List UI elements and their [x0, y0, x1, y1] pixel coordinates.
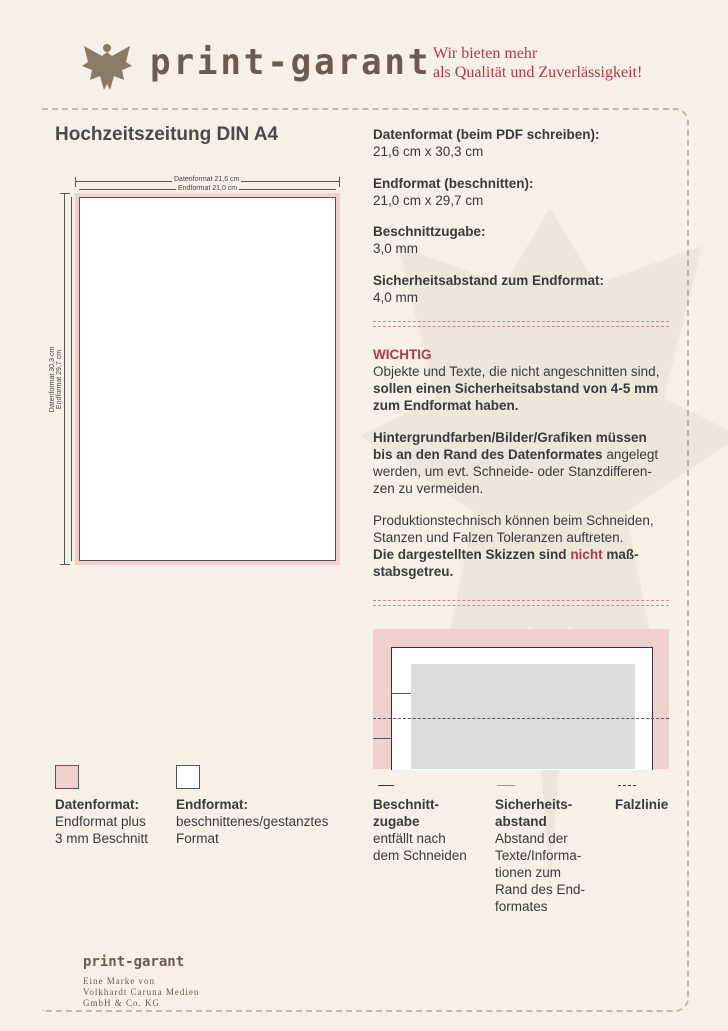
legend-text: entfällt nach [373, 831, 446, 846]
end-format-swatch [176, 765, 200, 789]
footer-imprint [83, 976, 199, 1009]
section-divider [373, 600, 669, 606]
legend-title: abstand [495, 814, 547, 829]
legend-text: beschnittenes/gestanztes [176, 814, 329, 829]
legend-text: Format [176, 831, 219, 846]
spec-value: 21,6 cm x 30,3 cm [373, 144, 484, 159]
important-text [373, 546, 673, 563]
legend-fold-line [615, 796, 668, 813]
tagline [433, 44, 642, 82]
page-title: Hochzeitszeitung DIN A4 [55, 124, 279, 145]
legend-safety-margin [495, 796, 585, 915]
important-text-bold: maß- [602, 547, 639, 562]
spec-value: 3,0 mm [373, 241, 419, 256]
legend-text: formates [495, 899, 548, 914]
important-text: stabsgetreu. [373, 564, 454, 579]
important-text: sollen einen Sicherheitsabstand von 4-5 mm [373, 381, 659, 396]
dimension-tick [60, 564, 70, 565]
spec-bleed [373, 223, 673, 257]
end-format-area [79, 197, 336, 561]
important-text [373, 446, 673, 463]
spec-value: 21,0 cm x 29,7 cm [373, 193, 484, 208]
spec-label: Datenformat (beim PDF schreiben): [373, 127, 600, 142]
important-heading: WICHTIG [373, 347, 432, 362]
bleed-legend-line [378, 785, 394, 786]
legend-bleed [373, 796, 467, 864]
section-divider [373, 321, 669, 327]
dimension-tick [75, 177, 76, 187]
data-format-swatch [55, 765, 79, 789]
legend-end-format [176, 796, 328, 847]
important-text: Produktionstechnisch können beim Schneiden, [373, 513, 654, 528]
bleed-mark [373, 738, 391, 739]
important-text: zen zu vermeiden. [373, 481, 484, 496]
footer-brand: print-garant [83, 954, 185, 970]
footer-line: Eine Marke von [83, 976, 155, 986]
legend-text: Texte/Informa- [495, 848, 582, 863]
legend-text: Abstand der [495, 831, 568, 846]
legend-text: tionen zum [495, 865, 562, 880]
important-text: Stanzen und Falzen Toleranzen auftreten. [373, 530, 624, 545]
fold-line [373, 718, 669, 719]
important-text-bold: Die dargestellten Skizzen sind [373, 547, 571, 562]
data-width-label: Datenformat 21,6 cm [174, 176, 240, 183]
legend-text: 3 mm Beschnitt [55, 831, 149, 846]
end-height-label: Endformat 29,7 cm [56, 349, 64, 410]
spec-label: Sicherheitsabstand zum Endformat: [373, 273, 605, 288]
dimension-tick [60, 193, 70, 194]
important-text-normal: angelegt [602, 447, 659, 462]
important-text: zum Endformat haben. [373, 398, 519, 413]
important-text-red: nicht [570, 547, 603, 562]
legend-title: Beschnitt- [373, 797, 440, 812]
spec-label: Endformat (beschnitten): [373, 176, 534, 191]
data-height-label: Datenformat 30,3 cm [49, 346, 57, 413]
legend-title: Endformat: [176, 797, 248, 812]
legend-title: Sicherheits- [495, 797, 573, 812]
important-section [373, 346, 673, 580]
eagle-logo-icon [82, 40, 132, 92]
tagline-line-2: als Qualität und Zuverlässigkeit! [433, 64, 643, 81]
spec-value: 4,0 mm [373, 290, 419, 305]
spec-safety-margin [373, 272, 673, 306]
important-text: Hintergrundfarben/Bilder/Grafiken müssen [373, 430, 647, 445]
safety-margin-mark [391, 693, 411, 694]
legend-text: dem Schneiden [373, 848, 467, 863]
data-height-dimension-line [64, 193, 65, 565]
legend-title: zugabe [373, 814, 420, 829]
tagline-line-1: Wir bieten mehr [433, 45, 538, 62]
end-height-dimension-line [71, 197, 72, 561]
footer-line: GmbH & Co. KG [83, 998, 161, 1008]
legend-data-format [55, 796, 148, 847]
spec-data-format [373, 126, 673, 160]
spec-label: Beschnittzugabe: [373, 224, 486, 239]
brand-logo-text: print-garant [150, 42, 432, 83]
safety-legend-line [497, 785, 515, 786]
legend-text: Endformat plus [55, 814, 146, 829]
legend-text: Rand des End- [495, 882, 586, 897]
safety-area-diagram [411, 664, 635, 769]
footer-line: Volkhardt Caruna Medien [83, 987, 200, 997]
legend-title: Datenformat: [55, 797, 140, 812]
fold-legend-line [618, 785, 636, 786]
end-width-label: Endformat 21,0 cm [178, 185, 238, 192]
legend-title: Falzlinie [615, 797, 669, 812]
dimension-tick [339, 177, 340, 187]
spec-end-format [373, 175, 673, 209]
important-text: werden, um evt. Schneide- oder Stanzdifferen- [373, 464, 652, 479]
important-text: Objekte und Texte, die nicht angeschnitten sind, [373, 364, 660, 379]
important-text-bold: bis an den Rand des Datenformates [373, 447, 603, 462]
